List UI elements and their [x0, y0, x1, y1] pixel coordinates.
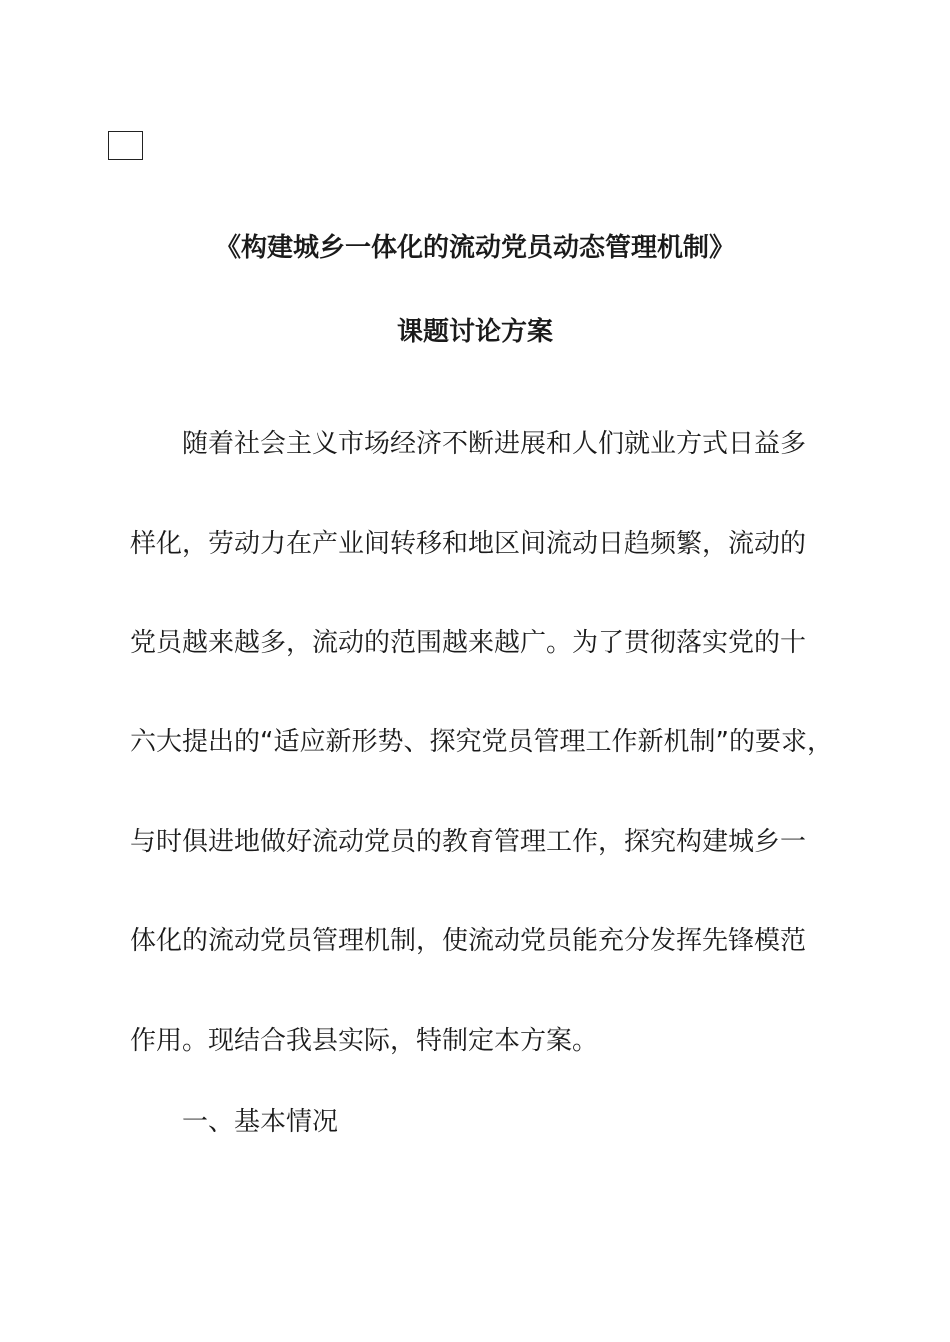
paragraph-line: 六大提出的“适应新形势、探究党员管理工作新机制”的要求， — [130, 727, 833, 757]
corner-checkbox-box — [108, 131, 143, 160]
section-heading: 一、基本情况 — [182, 1107, 339, 1137]
paragraph-line: 体化的流动党员管理机制，使流动党员能充分发挥先锋模范 — [130, 926, 807, 956]
paragraph-line: 与时俱进地做好流动党员的教育管理工作，探究构建城乡一 — [130, 827, 807, 857]
paragraph-line: 党员越来越多，流动的范围越来越广。为了贯彻落实党的十 — [130, 628, 807, 658]
document-subtitle: 课题讨论方案 — [396, 317, 553, 347]
paragraph-line: 样化，劳动力在产业间转移和地区间流动日趋频繁，流动的 — [130, 529, 807, 559]
paragraph-line: 随着社会主义市场经济不断进展和人们就业方式日益多 — [182, 429, 807, 459]
paragraph-line: 作用。现结合我县实际，特制定本方案。 — [130, 1026, 599, 1056]
document-title: 《构建城乡一体化的流动党员动态管理机制》 — [214, 233, 735, 263]
